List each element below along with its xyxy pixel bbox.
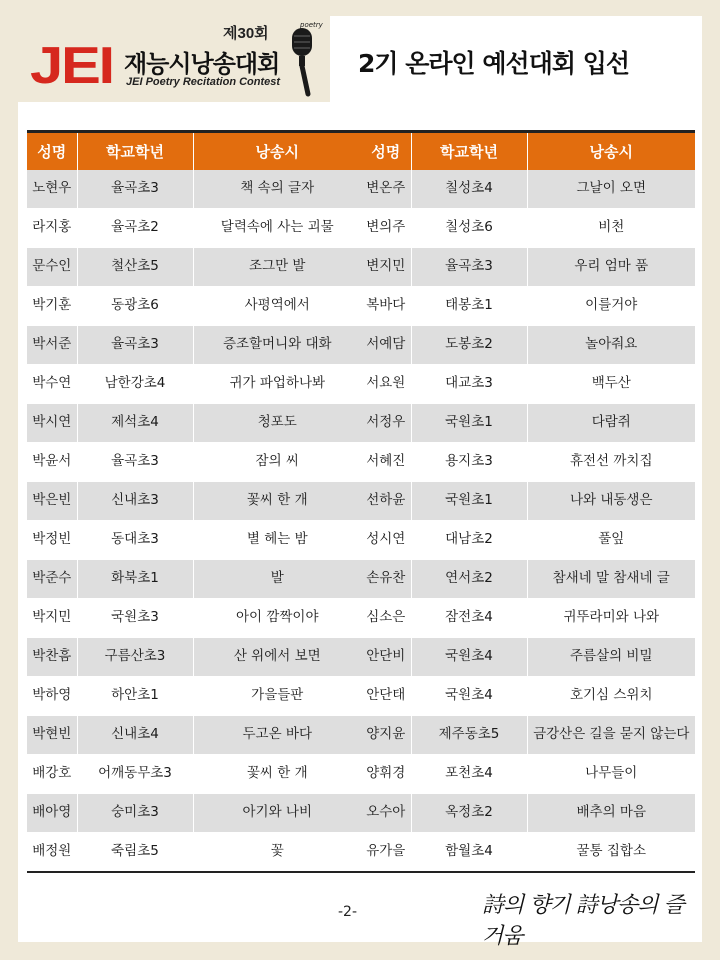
cell-name: 박하영 (27, 677, 77, 716)
table-row (361, 443, 695, 482)
cell-school: 옥정초2 (411, 794, 527, 833)
cell-school: 동대초3 (77, 521, 193, 560)
cell-school: 구름산초3 (77, 638, 193, 677)
logo-mark: JEI (30, 37, 113, 95)
microphone-icon (280, 20, 324, 100)
table-row (361, 209, 695, 248)
table-row (27, 326, 361, 365)
cell-poem: 별 헤는 밤 (193, 521, 361, 560)
page-title: 2기 온라인 예선대회 입선 (358, 49, 630, 78)
cell-school: 태봉초1 (411, 287, 527, 326)
cell-poem: 조그만 발 (193, 248, 361, 287)
cell-poem: 꽃씨 한 개 (193, 482, 361, 521)
cell-school: 국원초1 (411, 482, 527, 521)
cell-name: 박수연 (27, 365, 77, 404)
table-row (361, 755, 695, 794)
cell-poem: 꿀통 집합소 (527, 833, 695, 872)
mic-label: poetry (300, 21, 323, 29)
table-row (27, 794, 361, 833)
cell-school: 칠성초6 (411, 209, 527, 248)
cell-school: 칠성초4 (411, 170, 527, 209)
cell-poem: 호기심 스위치 (527, 677, 695, 716)
cell-poem: 꽃 (193, 833, 361, 872)
cell-school: 연서초2 (411, 560, 527, 599)
cell-name: 변의주 (361, 209, 411, 248)
cell-name: 안단태 (361, 677, 411, 716)
table-row (27, 248, 361, 287)
table-row (27, 638, 361, 677)
cell-school: 포천초4 (411, 755, 527, 794)
cell-poem: 그날이 오면 (527, 170, 695, 209)
cell-name: 박준수 (27, 560, 77, 599)
cell-name: 서요원 (361, 365, 411, 404)
cell-poem: 산 위에서 보면 (193, 638, 361, 677)
cell-school: 대남초2 (411, 521, 527, 560)
cell-poem: 사평역에서 (193, 287, 361, 326)
cell-name: 변지민 (361, 248, 411, 287)
table-row (361, 365, 695, 404)
table-row (361, 677, 695, 716)
left-table (27, 130, 361, 873)
table-row (27, 833, 361, 872)
cell-school: 철산초5 (77, 248, 193, 287)
cell-poem: 주름살의 비밀 (527, 638, 695, 677)
cell-poem: 청포도 (193, 404, 361, 443)
cell-school: 대교초3 (411, 365, 527, 404)
slogan-calligraphy: 詩의 향기 詩낭송의 즐거움 (482, 893, 684, 949)
cell-name: 선하윤 (361, 482, 411, 521)
cell-school: 율곡초3 (77, 326, 193, 365)
cell-name: 박지민 (27, 599, 77, 638)
contest-logo (18, 16, 330, 102)
table-row (27, 560, 361, 599)
cell-poem: 책 속의 글자 (193, 170, 361, 209)
cell-poem: 휴전선 까치집 (527, 443, 695, 482)
cell-school: 신내초3 (77, 482, 193, 521)
cell-school: 용지초3 (411, 443, 527, 482)
table-row (361, 833, 695, 872)
table-row (27, 209, 361, 248)
table-row (361, 794, 695, 833)
cell-poem: 금강산은 길을 묻지 않는다 (527, 716, 695, 755)
cell-name: 박기훈 (27, 287, 77, 326)
table-row (361, 599, 695, 638)
cell-name: 박윤서 (27, 443, 77, 482)
cell-poem: 달력속에 사는 괴물 (193, 209, 361, 248)
cell-poem: 두고온 바다 (193, 716, 361, 755)
cell-poem: 가을들판 (193, 677, 361, 716)
cell-school: 동광초6 (77, 287, 193, 326)
col-header-school: 학교학년 (77, 132, 193, 170)
table-header-row (361, 132, 695, 170)
cell-school: 제주동초5 (411, 716, 527, 755)
cell-name: 서정우 (361, 404, 411, 443)
page-number: -2- (338, 904, 358, 920)
col-header-name: 성명 (27, 132, 77, 170)
table-row (27, 404, 361, 443)
cell-school: 함월초4 (411, 833, 527, 872)
table-row (361, 170, 695, 209)
cell-poem: 아이 깜짝이야 (193, 599, 361, 638)
table-row (27, 170, 361, 209)
cell-school: 하안초1 (77, 677, 193, 716)
table-row (27, 716, 361, 755)
cell-name: 심소은 (361, 599, 411, 638)
cell-poem: 풀잎 (527, 521, 695, 560)
col-header-poem: 낭송시 (527, 132, 695, 170)
cell-school: 국원초1 (411, 404, 527, 443)
col-header-poem: 낭송시 (193, 132, 361, 170)
cell-school: 국원초4 (411, 638, 527, 677)
cell-school: 율곡초3 (411, 248, 527, 287)
cell-school: 율곡초3 (77, 170, 193, 209)
cell-poem: 이를거야 (527, 287, 695, 326)
cell-school: 잠전초4 (411, 599, 527, 638)
table-row (27, 482, 361, 521)
cell-name: 박찬흠 (27, 638, 77, 677)
cell-name: 라지홍 (27, 209, 77, 248)
table-row (361, 716, 695, 755)
cell-name: 문수인 (27, 248, 77, 287)
cell-poem: 발 (193, 560, 361, 599)
cell-school: 신내초4 (77, 716, 193, 755)
right-table (361, 130, 695, 873)
cell-poem: 잠의 씨 (193, 443, 361, 482)
logo-subtitle: JEI Poetry Recitation Contest (126, 76, 281, 88)
cell-poem: 꽃씨 한 개 (193, 755, 361, 794)
cell-poem: 배추의 마음 (527, 794, 695, 833)
cell-school: 남한강초4 (77, 365, 193, 404)
cell-poem: 다람쥐 (527, 404, 695, 443)
table-row (27, 677, 361, 716)
cell-poem: 나무들이 (527, 755, 695, 794)
cell-school: 도봉초2 (411, 326, 527, 365)
cell-name: 노현우 (27, 170, 77, 209)
cell-school: 어깨동무초3 (77, 755, 193, 794)
col-header-name: 성명 (361, 132, 411, 170)
cell-poem: 귀가 파업하나봐 (193, 365, 361, 404)
cell-name: 변온주 (361, 170, 411, 209)
cell-school: 국원초3 (77, 599, 193, 638)
cell-name: 복바다 (361, 287, 411, 326)
cell-name: 성시연 (361, 521, 411, 560)
cell-school: 율곡초2 (77, 209, 193, 248)
table-row (27, 599, 361, 638)
cell-poem: 놀아줘요 (527, 326, 695, 365)
cell-poem: 백두산 (527, 365, 695, 404)
table-row (361, 248, 695, 287)
cell-name: 양지윤 (361, 716, 411, 755)
cell-poem: 우리 엄마 품 (527, 248, 695, 287)
table-row (361, 404, 695, 443)
cell-school: 숭미초3 (77, 794, 193, 833)
cell-poem: 비천 (527, 209, 695, 248)
logo-edition: 제30회 (223, 25, 269, 42)
table-row (361, 482, 695, 521)
table-header-row (27, 132, 361, 170)
logo-title: 재능시낭송대회 (124, 50, 280, 78)
table-row (27, 755, 361, 794)
cell-poem: 아기와 나비 (193, 794, 361, 833)
col-header-school: 학교학년 (411, 132, 527, 170)
table-row (361, 287, 695, 326)
table-row (361, 638, 695, 677)
page (18, 16, 702, 949)
cell-name: 박서준 (27, 326, 77, 365)
table-row (27, 287, 361, 326)
table-row (361, 521, 695, 560)
cell-school: 제석초4 (77, 404, 193, 443)
cell-name: 안단비 (361, 638, 411, 677)
cell-name: 양휘경 (361, 755, 411, 794)
table-row (27, 365, 361, 404)
table-row (361, 560, 695, 599)
cell-name: 배아영 (27, 794, 77, 833)
cell-name: 배강호 (27, 755, 77, 794)
cell-name: 서예담 (361, 326, 411, 365)
cell-name: 박시연 (27, 404, 77, 443)
cell-name: 배정원 (27, 833, 77, 872)
cell-name: 박현빈 (27, 716, 77, 755)
cell-school: 화북초1 (77, 560, 193, 599)
cell-name: 박정빈 (27, 521, 77, 560)
cell-name: 박은빈 (27, 482, 77, 521)
cell-poem: 참새네 말 참새네 글 (527, 560, 695, 599)
cell-school: 국원초4 (411, 677, 527, 716)
cell-poem: 귀뚜라미와 나와 (527, 599, 695, 638)
cell-name: 손유찬 (361, 560, 411, 599)
cell-poem: 증조할머니와 대화 (193, 326, 361, 365)
cell-school: 죽림초5 (77, 833, 193, 872)
cell-name: 유가을 (361, 833, 411, 872)
cell-name: 오수아 (361, 794, 411, 833)
cell-name: 서혜진 (361, 443, 411, 482)
table-row (27, 443, 361, 482)
table-row (27, 521, 361, 560)
table-row (361, 326, 695, 365)
cell-school: 율곡초3 (77, 443, 193, 482)
cell-poem: 나와 내동생은 (527, 482, 695, 521)
